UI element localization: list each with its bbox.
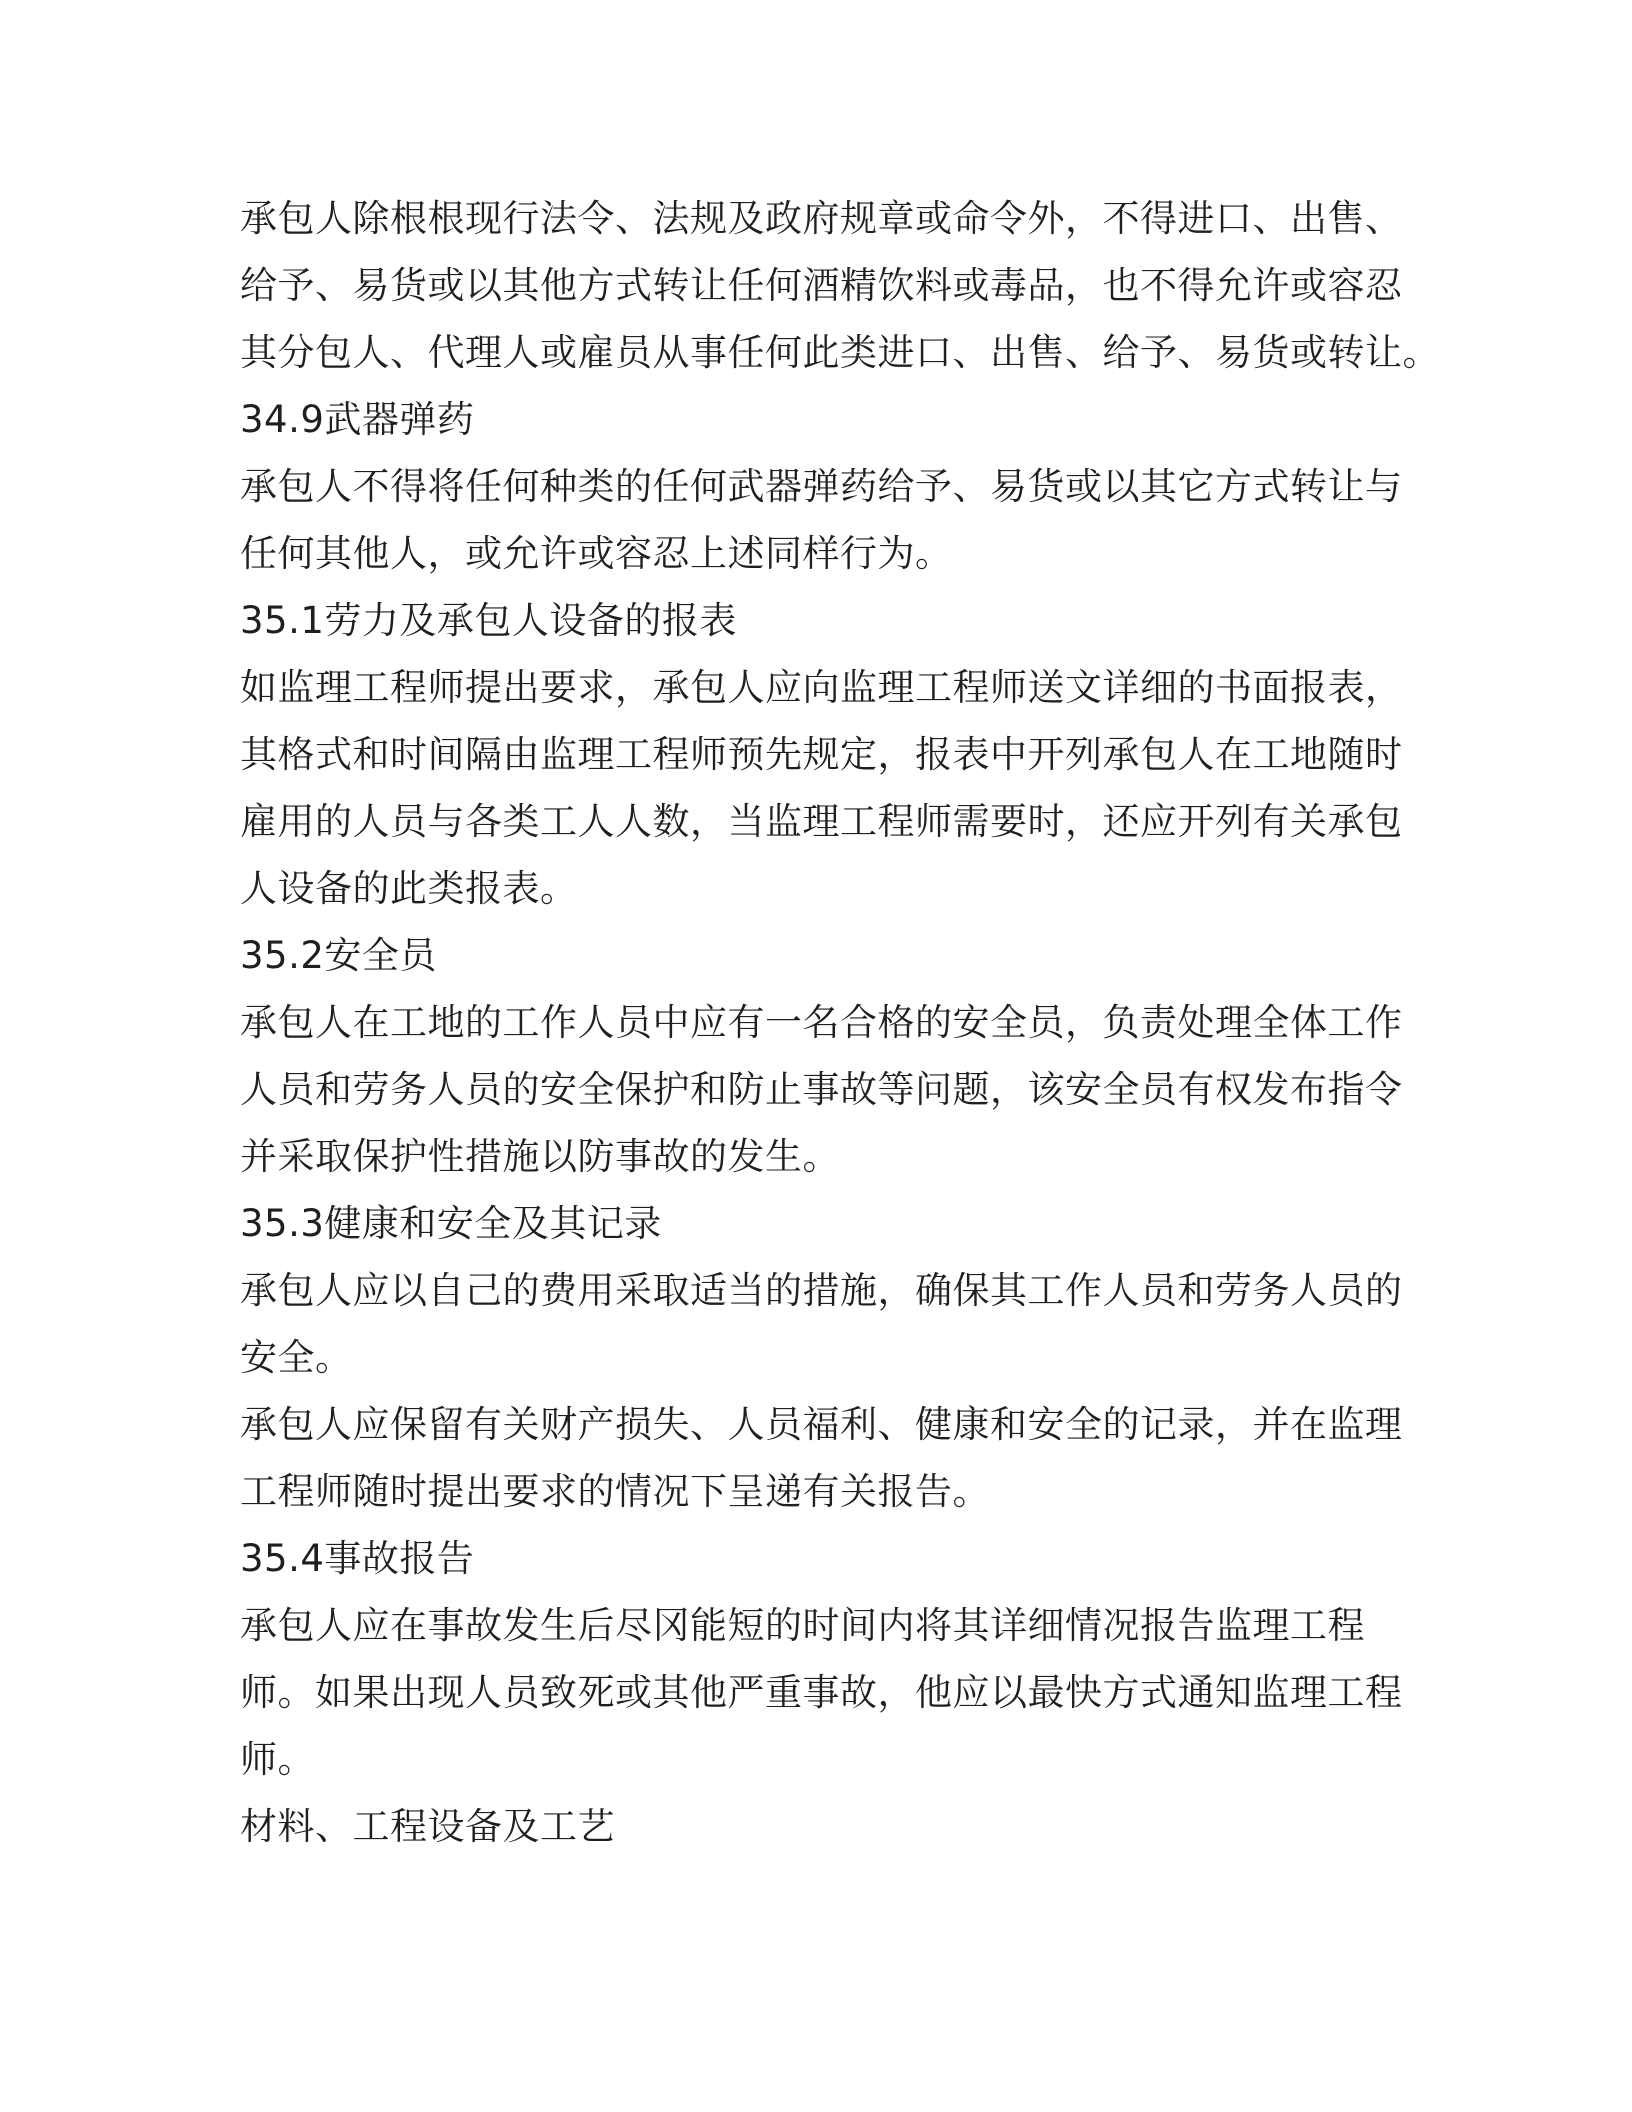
- text-line: 承包人在工地的工作人员中应有一名合格的安全员，负责处理全体工作: [240, 1001, 1403, 1044]
- section-heading: 35.3健康和安全及其记录: [240, 1202, 662, 1245]
- text-line: 并采取保护性措施以防事故的发生。: [240, 1135, 840, 1178]
- text-line: 承包人应保留有关财产损失、人员福利、健康和安全的记录，并在监理: [240, 1403, 1403, 1446]
- section-heading: 35.4事故报告: [240, 1537, 475, 1580]
- paragraph: [240, 1001, 1403, 1203]
- document-page: [240, 197, 1440, 1873]
- section-heading: 35.1劳力及承包人设备的报表: [240, 599, 737, 642]
- text-line: 雇用的人员与各类工人人数，当监理工程师需要时，还应开列有关承包: [240, 800, 1403, 843]
- paragraph: [240, 1269, 1403, 1404]
- text-line: 师。: [240, 1738, 315, 1781]
- paragraph: [240, 1604, 1403, 1806]
- text-line: 如监理工程师提出要求，承包人应向监理工程师送文详细的书面报表，: [240, 666, 1403, 709]
- text-line: 其格式和时间隔由监理工程师预先规定，报表中开列承包人在工地随时: [240, 733, 1403, 776]
- section-heading: 材料、工程设备及工艺: [240, 1805, 615, 1848]
- paragraph: [240, 1403, 1403, 1538]
- text-line: 师。如果出现人员致死或其他严重事故，他应以最快方式通知监理工程: [240, 1671, 1403, 1714]
- text-line: 承包人除根根现行法令、法规及政府规章或命令外，不得进口、出售、: [240, 197, 1403, 240]
- text-line: 其分包人、代理人或雇员从事任何此类进口、出售、给予、易货或转让。: [240, 331, 1440, 374]
- text-line: 给予、易货或以其他方式转让任何酒精饮料或毒品，也不得允许或容忍: [240, 264, 1403, 307]
- text-line: 任何其他人，或允许或容忍上述同样行为。: [240, 532, 953, 575]
- section-heading: 35.2安全员: [240, 934, 437, 977]
- text-line: 工程师随时提出要求的情况下呈递有关报告。: [240, 1470, 990, 1513]
- section-heading: 34.9武器弹药: [240, 398, 475, 441]
- paragraph: [240, 197, 1440, 399]
- text-line: 承包人应在事故发生后尽冈能短的时间内将其详细情况报告监理工程: [240, 1604, 1365, 1647]
- text-line: 承包人应以自己的费用采取适当的措施，确保其工作人员和劳务人员的: [240, 1269, 1403, 1312]
- paragraph: [240, 666, 1403, 935]
- text-line: 承包人不得将任何种类的任何武器弹药给予、易货或以其它方式转让与: [240, 465, 1403, 508]
- text-line: 人设备的此类报表。: [240, 867, 578, 910]
- paragraph: [240, 465, 1403, 600]
- text-line: 人员和劳务人员的安全保护和防止事故等问题，该安全员有权发布指令: [240, 1068, 1403, 1111]
- text-line: 安全。: [240, 1336, 353, 1379]
